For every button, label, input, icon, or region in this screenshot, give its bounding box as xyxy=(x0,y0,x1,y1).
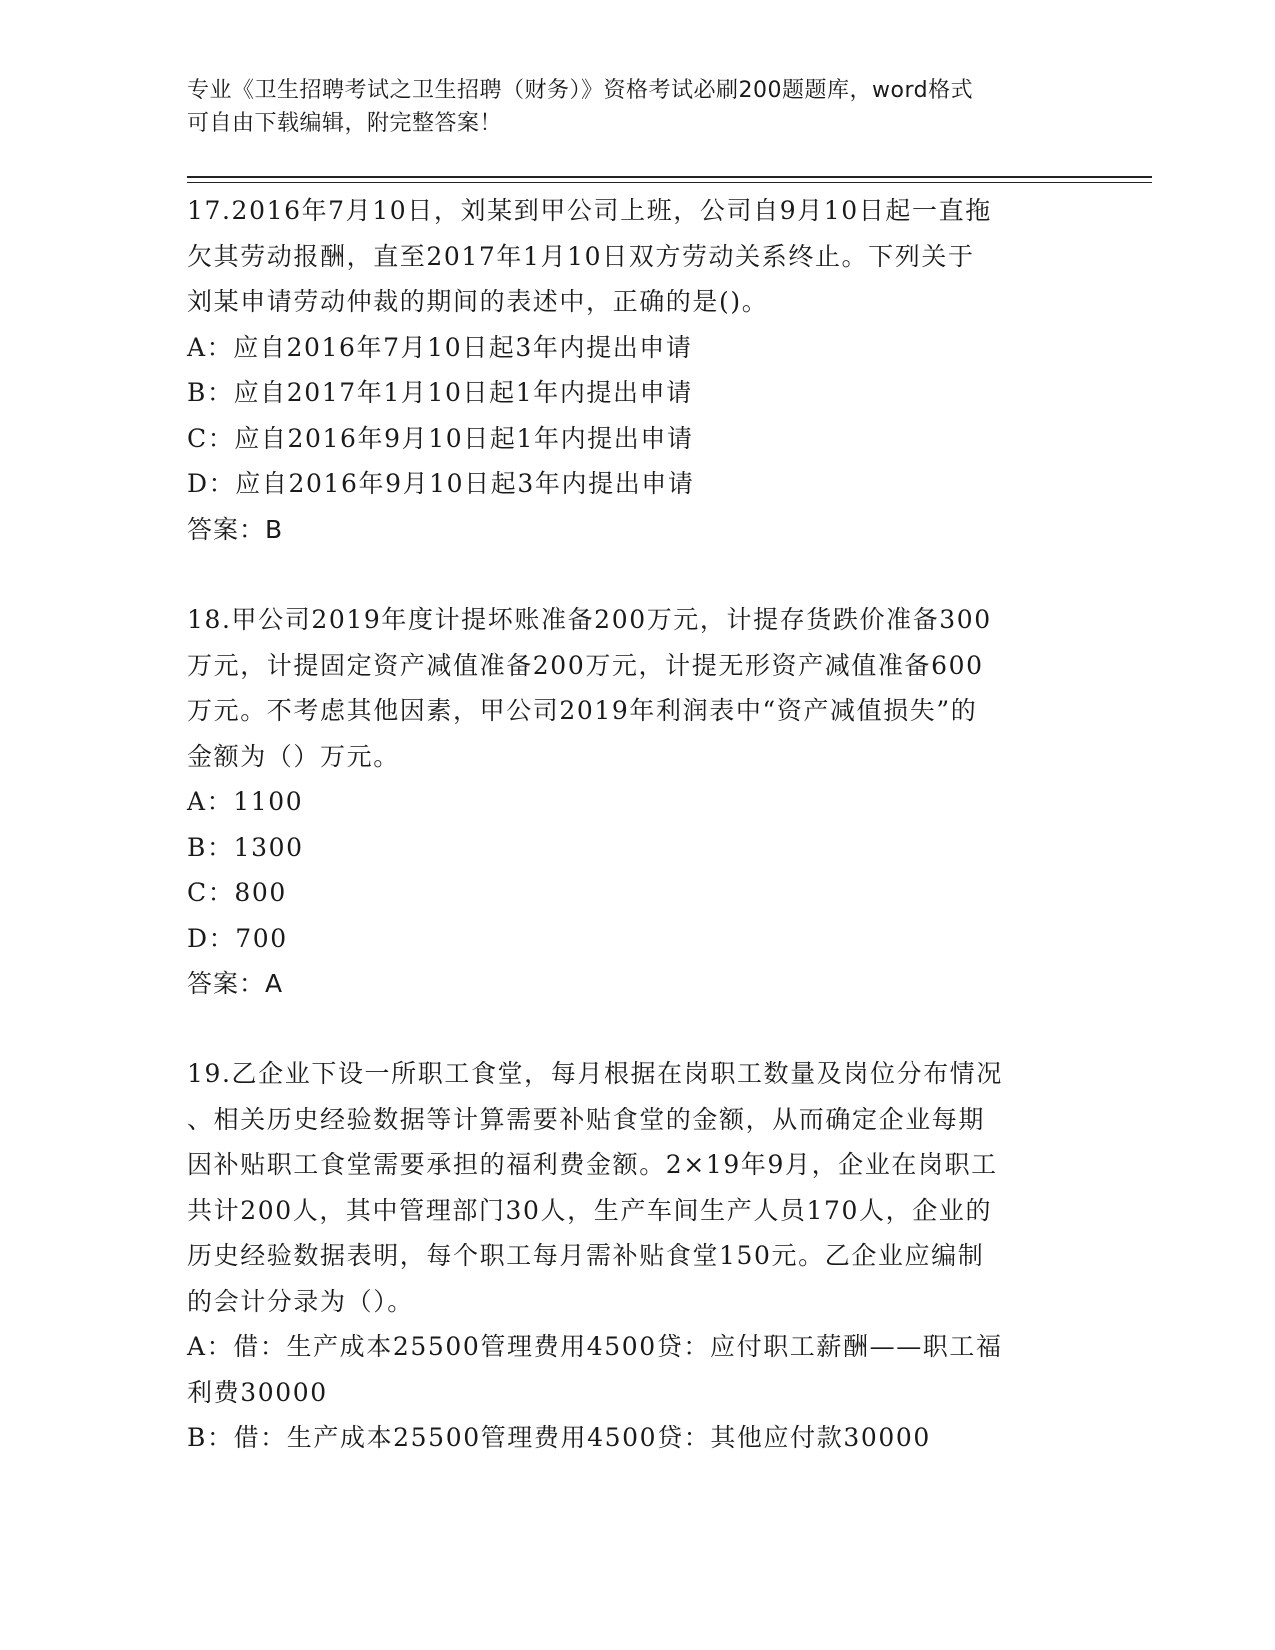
question-stem-line: 因补贴职工食堂需要承担的福利费金额。2×19年9月，企业在岗职工 xyxy=(187,1150,998,1179)
header-line-1: 专业《卫生招聘考试之卫生招聘（财务）》资格考试必刷200题题库，word格式 xyxy=(187,78,974,103)
option-a-continued: 利费30000 xyxy=(187,1377,328,1407)
answer-line: 答案：A xyxy=(187,969,284,998)
question-stem-line: 金额为（）万元。 xyxy=(187,741,400,771)
option-c: C：应自2016年9月10日起1年内提出申请 xyxy=(187,423,694,453)
question-stem-line: 刘某申请劳动仲裁的期间的表述中，正确的是()。 xyxy=(187,287,769,316)
option-a: A：1100 xyxy=(187,787,304,816)
option-c: C：800 xyxy=(187,878,287,907)
answer-line: 答案：B xyxy=(187,514,284,544)
document-header xyxy=(187,74,1067,140)
question-stem-line: 万元，计提固定资产减值准备200万元，计提无形资产减值准备600 xyxy=(187,650,984,680)
header-divider-thin xyxy=(187,182,1152,183)
question-stem-line: 19.乙企业下设一所职工食堂，每月根据在岗职工数量及岗位分布情况 xyxy=(187,1059,1003,1088)
question-stem-line: 18.甲公司2019年度计提坏账准备200万元，计提存货跌价准备300 xyxy=(187,605,992,634)
question-stem-line: 共计200人，其中管理部门30人，生产车间生产人员170人，企业的 xyxy=(187,1195,993,1225)
option-b: B：应自2017年1月10日起1年内提出申请 xyxy=(187,378,693,407)
option-d: D：应自2016年9月10日起3年内提出申请 xyxy=(187,469,695,498)
question-stem-line: 欠其劳动报酬，直至2017年1月10日双方劳动关系终止。下列关于 xyxy=(187,241,975,271)
question-18 xyxy=(187,597,1077,1007)
header-divider-thick xyxy=(187,176,1152,178)
header-line-2: 可自由下载编辑，附完整答案！ xyxy=(187,111,503,136)
option-b: B：1300 xyxy=(187,832,304,862)
question-stem-line: 、相关历史经验数据等计算需要补贴食堂的金额，从而确定企业每期 xyxy=(187,1104,986,1134)
option-d: D：700 xyxy=(187,923,288,953)
question-17 xyxy=(187,188,1077,552)
question-stem-line: 万元。不考虑其他因素，甲公司2019年利润表中“资产减值损失”的 xyxy=(187,696,978,725)
option-b: B：借：生产成本25500管理费用4500贷：其他应付款30000 xyxy=(187,1423,931,1452)
option-a: A：应自2016年7月10日起3年内提出申请 xyxy=(187,332,693,362)
question-stem-line: 历史经验数据表明，每个职工每月需补贴食堂150元。乙企业应编制 xyxy=(187,1241,985,1270)
option-a: A：借：生产成本25500管理费用4500贷：应付职工薪酬——职工福 xyxy=(187,1332,1003,1361)
question-stem-line: 17.2016年7月10日，刘某到甲公司上班，公司自9月10日起一直拖 xyxy=(187,196,992,225)
question-19 xyxy=(187,1051,1077,1461)
question-stem-line: 的会计分录为（）。 xyxy=(187,1286,414,1316)
